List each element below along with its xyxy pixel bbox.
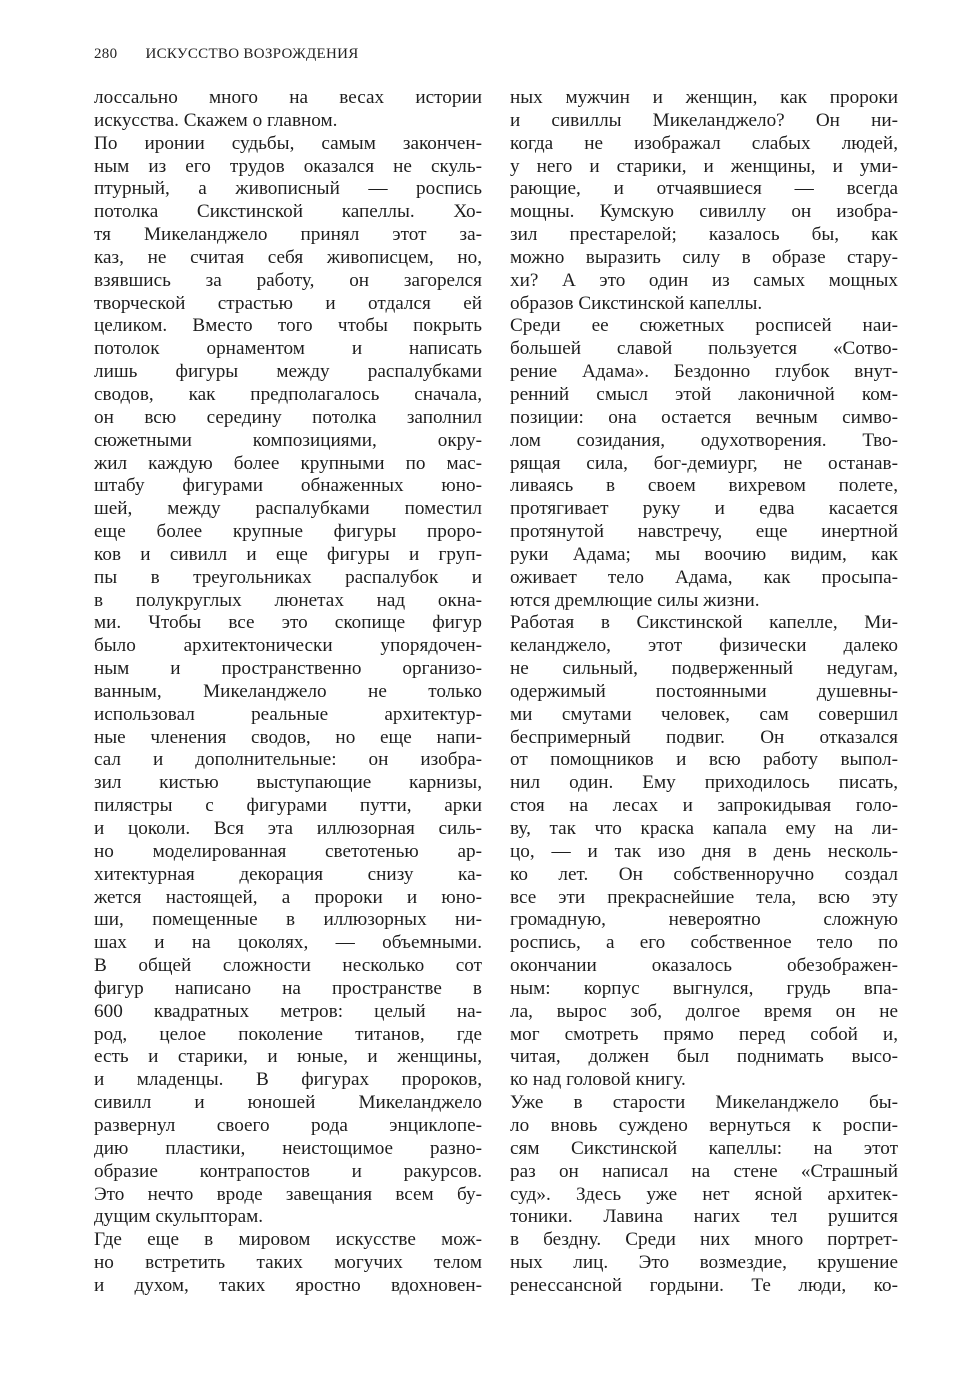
text-line: 600 квадратных метров: целый на- xyxy=(94,1000,482,1022)
text-line: Где еще в мировом искусстве мож- xyxy=(94,1229,482,1251)
text-line: ренний смысл этой лаконичной ком- xyxy=(510,383,898,405)
text-line: одержимый постоянными душевны- xyxy=(510,680,898,702)
text-line: ные членения сводов, но еще напи- xyxy=(94,726,482,748)
text-line: не сильный, подверженный недугам, xyxy=(510,658,898,680)
paragraph xyxy=(94,1229,482,1298)
text-line: творческой страстью и отдался ей xyxy=(94,292,482,314)
text-line: взявшись за работу, он загорелся xyxy=(94,269,482,291)
text-line: ренессансной гордыни. Те люди, ко- xyxy=(510,1274,898,1296)
text-line: протянутой навстречу, еще инертной xyxy=(510,521,898,543)
text-line: потолка Сикстинской капеллы. Хо- xyxy=(94,201,482,223)
text-line: есть и старики, и юные, и женщины, xyxy=(94,1046,482,1068)
text-line: ши, помещенные в иллюзорных ни- xyxy=(94,909,482,931)
text-line: ла, вырос зоб, долгое время он не xyxy=(510,1000,898,1022)
text-line: и цоколи. Вся эта иллюзорная силь- xyxy=(94,818,482,839)
text-line: Это нечто вроде завещания всем бу- xyxy=(94,1183,482,1205)
text-line: ных мужчин и женщин, как пророки xyxy=(510,87,898,108)
text-line: ным и пространственно организо- xyxy=(94,658,482,680)
text-line: штабу фигурами обнаженных юно- xyxy=(94,475,482,497)
text-line: ко над головой книгу. xyxy=(510,1069,686,1091)
text-line: фигур написано на пространстве в xyxy=(94,977,482,999)
text-line: было архитектонически упорядочен- xyxy=(94,635,482,657)
text-line: лом созидания, одухотворения. Тво- xyxy=(510,429,898,451)
paragraph xyxy=(94,133,482,1230)
paragraph xyxy=(94,87,482,133)
text-line: хитектурная декорация снизу ка- xyxy=(94,863,482,885)
text-line: руки Адама; мы воочию видим, как xyxy=(510,543,898,565)
paragraph xyxy=(510,315,898,612)
running-title: ИСКУССТВО ВОЗРОЖДЕНИЯ xyxy=(145,46,359,62)
text-line: и духом, таких яростно вдохновен- xyxy=(94,1274,482,1296)
text-line: позиции: она остается вечным симво- xyxy=(510,406,898,428)
text-line: но моделированная светотенью ар- xyxy=(94,840,482,862)
text-line: ются дремлющие силы жизни. xyxy=(510,589,760,611)
text-line: ным из его трудов оказался не скуль- xyxy=(94,155,482,177)
text-line: оживает тело Адама, как просыпа- xyxy=(510,566,898,588)
text-line: читая, должен был поднимать высо- xyxy=(510,1046,898,1068)
text-line: Уже в старости Микеланджело бы- xyxy=(510,1092,898,1114)
text-line: лоссально много на весах истории xyxy=(94,87,482,108)
text-line: все эти прекраснейшие тела, всю эту xyxy=(510,886,898,908)
text-line: ло вновь суждено вернуться к роспи- xyxy=(510,1114,898,1136)
text-line: можно выразить силу в образе стару- xyxy=(510,246,898,268)
text-line: тоники. Лавина нагих тел рушится xyxy=(510,1206,898,1228)
text-line: жется настоящей, а пророки и юно- xyxy=(94,886,482,908)
text-line: жил каждую более крупными по мас- xyxy=(94,452,482,474)
text-line: и сивиллы Микеланджело? Он ни- xyxy=(510,109,898,131)
text-line: Среди ее сюжетных росписей наи- xyxy=(510,315,898,337)
text-line: шах и на цоколях, — объемными. xyxy=(94,932,482,954)
text-line: нил один. Ему приходилось писать, xyxy=(510,772,898,794)
text-line: цо, — и так изо дня в день несколь- xyxy=(510,840,898,862)
text-line: лишь фигуры между распалубками xyxy=(94,361,482,383)
text-line: сал и дополнительные: он изобра- xyxy=(94,749,482,771)
text-line: Работая в Сикстинской капелле, Ми- xyxy=(510,612,898,634)
text-line: ных лиц. Это возмездие, крушение xyxy=(510,1252,898,1274)
text-line: потолок орнаментом и написать xyxy=(94,338,482,360)
left-column xyxy=(94,87,482,1298)
text-line: сюжетными композициями, окру- xyxy=(94,429,482,451)
text-line: пилястры с фигурами путти, арки xyxy=(94,795,482,817)
text-line: ков и сивилл и еще фигуры и груп- xyxy=(94,543,482,565)
text-line: искусства. Скажем о главном. xyxy=(94,109,338,131)
text-line: беспримерный подвиг. Он отказался xyxy=(510,726,898,748)
running-header xyxy=(94,46,359,63)
right-column xyxy=(510,87,898,1298)
text-line: от помощников и всю работу выпол- xyxy=(510,749,898,771)
text-line: ву, так что краска капала ему на ли- xyxy=(510,818,898,839)
text-line: но встретить таких могучих телом xyxy=(94,1252,482,1274)
text-line: у него и старики, и женщины, и уми- xyxy=(510,155,898,177)
text-line: зил престарелой; казалось бы, как xyxy=(510,224,898,246)
text-line: род, целое поколение титанов, где xyxy=(94,1023,482,1045)
text-line: еще более крупные фигуры проро- xyxy=(94,521,482,543)
text-line: когда не изображал слабых людей, xyxy=(510,132,898,154)
text-line: в полукруглых люнетах над окна- xyxy=(94,589,482,611)
text-line: образие контрапостов и ракурсов. xyxy=(94,1160,482,1182)
text-line: ми смутами человек, сам совершил xyxy=(510,703,898,725)
text-line: суд». Здесь уже нет ясной архитек- xyxy=(510,1183,898,1205)
text-line: и младенцы. В фигурах пророков, xyxy=(94,1069,482,1091)
text-line: ванным, Микеланджело не только xyxy=(94,680,482,702)
paragraph xyxy=(510,87,898,315)
text-line: он всю середину потолка заполнил xyxy=(94,406,482,428)
text-line: хи? А это один из самых мощных xyxy=(510,269,898,291)
text-line: развернул своего рода энциклопе- xyxy=(94,1114,482,1136)
text-line: зил кистью выступающие карнизы, xyxy=(94,772,482,794)
text-line: шей, между распалубками поместил xyxy=(94,498,482,520)
text-line: ко лет. Он собственноручно создал xyxy=(510,863,898,885)
text-line: протягивает руку и едва касается xyxy=(510,498,898,520)
text-line: сивилл и юношей Микеланджело xyxy=(94,1092,482,1114)
text-line: каз, не считая себя живописцем, но, xyxy=(94,246,482,268)
text-line: В общей сложности несколько сот xyxy=(94,955,482,977)
text-line: в бездну. Среди них много портрет- xyxy=(510,1229,898,1251)
text-line: дущим скульпторам. xyxy=(94,1206,264,1228)
text-line: окончании оказалось обезображен- xyxy=(510,955,898,977)
text-line: мог смотреть прямо перед собой и, xyxy=(510,1023,898,1045)
text-line: сводов, как предполагалось сначала, xyxy=(94,383,482,405)
page-number: 280 xyxy=(94,46,118,62)
text-line: сям Сикстинской капеллы: на этот xyxy=(510,1137,898,1159)
text-line: тя Микеланджело принял этот за- xyxy=(94,224,482,246)
paragraph xyxy=(510,1092,898,1298)
text-line: пы в треугольниках распалубок и xyxy=(94,566,482,588)
text-line: рение Адама». Бездонно глубок внут- xyxy=(510,361,898,383)
text-line: использовал реальные архитектур- xyxy=(94,703,482,725)
text-line: келанджело, этот физически далеко xyxy=(510,635,898,657)
text-line: образов Сикстинской капеллы. xyxy=(510,292,763,314)
text-line: рающие, и отчаявшиеся — всегда xyxy=(510,178,898,200)
text-line: рящая сила, бог-демиург, не останав- xyxy=(510,452,898,474)
text-line: По иронии судьбы, самым закончен- xyxy=(94,132,482,154)
text-line: ным: корпус выгнулся, грудь впа- xyxy=(510,977,898,999)
text-line: громадную, невероятно сложную xyxy=(510,909,898,931)
text-line: ми. Чтобы все это скопище фигур xyxy=(94,612,482,634)
text-line: роспись, а его собственное тело по xyxy=(510,932,898,954)
text-line: большей славой пользуется «Сотво- xyxy=(510,338,898,360)
paragraph xyxy=(510,612,898,1092)
text-line: целиком. Вместо того чтобы покрыть xyxy=(94,315,482,337)
text-line: птурный, а живописный — роспись xyxy=(94,178,482,200)
text-line: ливаясь в своем вихревом полете, xyxy=(510,475,898,497)
text-line: дию пластики, неистощимое разно- xyxy=(94,1137,482,1159)
text-line: раз он написал на стене «Страшный xyxy=(510,1160,898,1182)
text-line: стоя на лесах и запрокидывая голо- xyxy=(510,795,898,817)
text-line: мощны. Кумскую сивиллу он изобра- xyxy=(510,201,898,223)
